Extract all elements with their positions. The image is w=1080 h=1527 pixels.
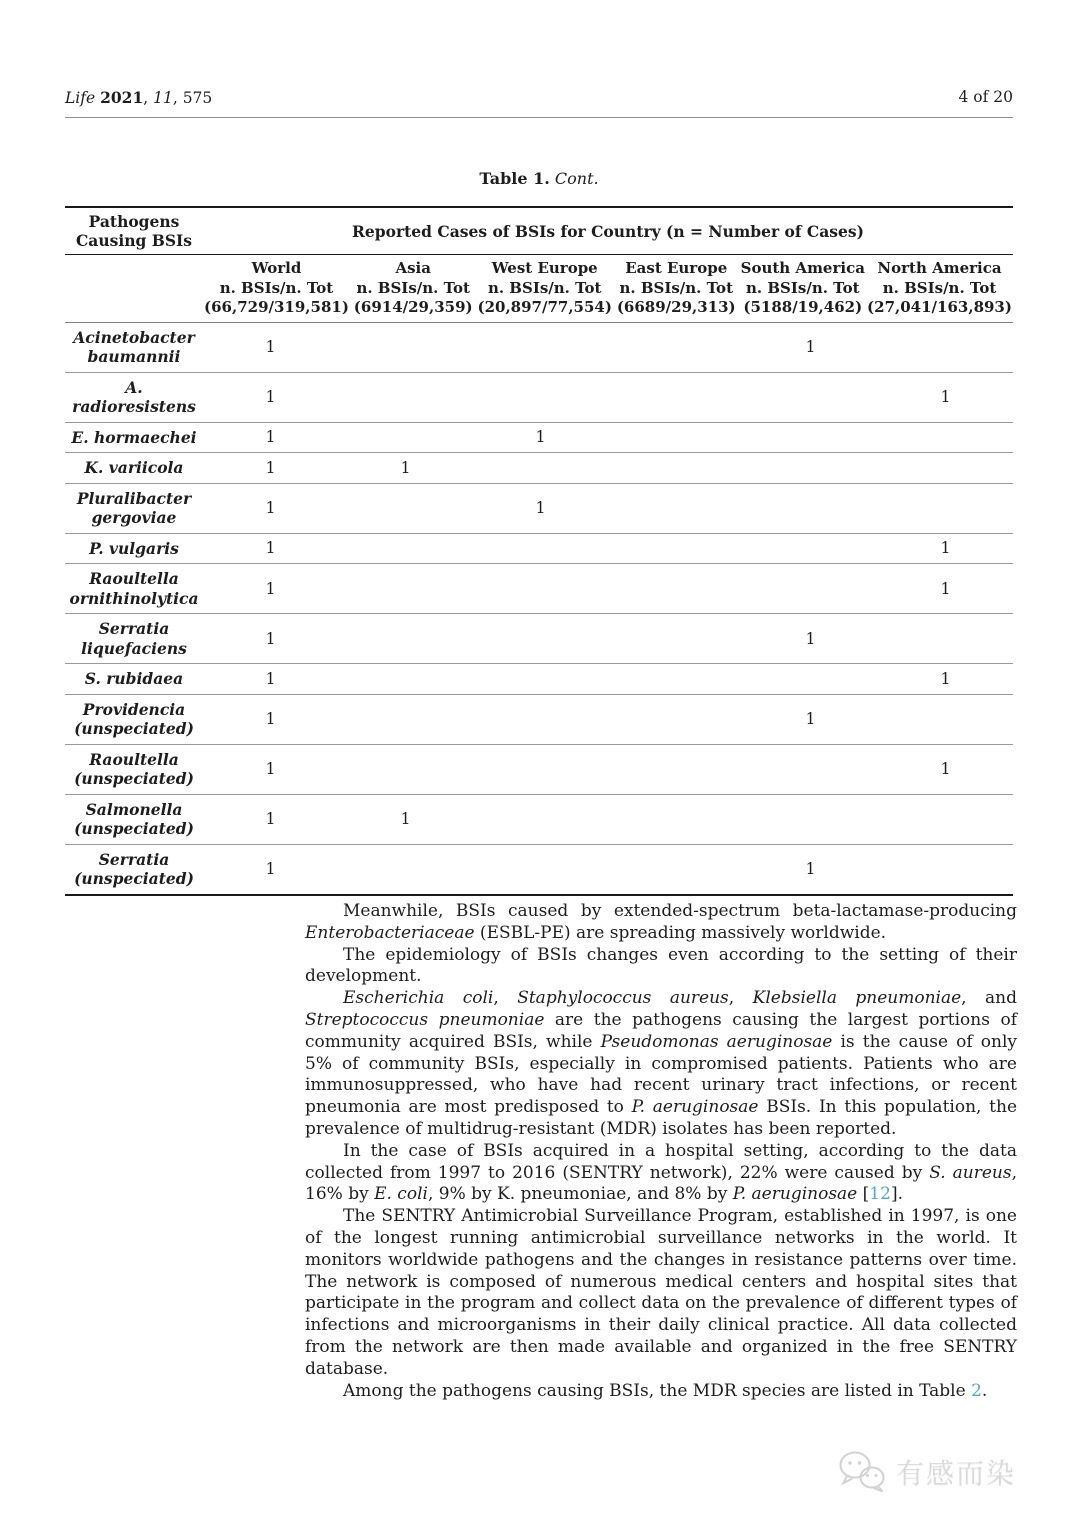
value-cell: [608, 634, 743, 644]
value-cell: [743, 392, 878, 402]
value-cell: [743, 543, 878, 553]
text-run: Escherichia coli: [343, 988, 494, 1009]
value-cell: [473, 342, 608, 352]
text-run: [: [857, 1184, 870, 1205]
value-cell: [473, 634, 608, 644]
pathogen-name: E. hormaechei: [71, 427, 197, 447]
journal-citation: [65, 88, 212, 107]
value-cell: [608, 764, 743, 774]
value-cell: 1: [265, 388, 276, 406]
value-cell: 1: [940, 388, 951, 406]
value-cell: [608, 714, 743, 724]
value-cell: 1: [265, 338, 276, 356]
text-run: Cont.: [554, 169, 599, 188]
table-subheader-row: [65, 255, 1013, 323]
text-run: ,: [728, 988, 753, 1009]
text-run: Enterobacteriaceae: [305, 922, 475, 943]
header-rule: [65, 117, 1013, 118]
body-paragraph: [305, 1206, 1017, 1380]
value-cell: 1: [265, 539, 276, 558]
value-cell: [338, 392, 473, 402]
value-cell: [338, 764, 473, 774]
table-row: [65, 323, 1013, 373]
text-run: Klebsiella pneumoniae: [752, 988, 962, 1009]
text-run: , 9% by K. pneumoniae, and 8% by: [427, 1184, 733, 1205]
value-cell: [743, 814, 878, 824]
value-cell: [878, 342, 1013, 352]
text-run: , 16% by: [305, 1162, 1017, 1205]
text-run: The SENTRY Antimicrobial Surveillance Program, established in 1997, is one of the longest running antimicrobial surveillance networks in the world. It monitors worldwide pathogens and the changes in resistance patterns over time. The network is composed of numerous medical centers and hospital sites that participate in the program and collect data on the prevalence of different types of infections and microorganisms in their daily clinical practice. All data collected from the network are then made available and organized in the free SENTRY database.: [305, 1206, 1017, 1379]
table-row: [65, 453, 1013, 484]
value-cell: [608, 392, 743, 402]
value-cell: [743, 584, 878, 594]
text-run: .: [981, 1380, 988, 1401]
value-cell: [608, 864, 743, 874]
value-cell: [878, 634, 1013, 644]
value-cell: 1: [265, 710, 276, 728]
value-cell: [608, 543, 743, 553]
value-cell: [473, 584, 608, 594]
value-cell: [473, 714, 608, 724]
pathogen-name: Providencia (unspeciated): [74, 699, 194, 738]
value-cell: [338, 714, 473, 724]
value-cell: [743, 674, 878, 684]
value-cell: 1: [940, 669, 951, 688]
table-row: [65, 614, 1013, 664]
table-row: [65, 845, 1013, 894]
value-cell: 1: [265, 579, 276, 598]
pathogen-name: A. radioresistens: [72, 377, 196, 416]
value-cell: 1: [805, 710, 816, 728]
value-cell: 1: [940, 579, 951, 598]
text-run: BSIs. In this population, the prevalence of multidrug-resistant (MDR) isolates has been reported.: [305, 1097, 1018, 1139]
value-cell: [608, 432, 743, 442]
value-cell: [743, 764, 878, 774]
text-run: Life: [65, 89, 96, 107]
table-caption: [65, 169, 1013, 188]
value-cell: [743, 432, 878, 442]
text-run: 2021: [100, 88, 144, 107]
column-header: East Europe n. BSIs/n. Tot (6689/29,313): [616, 259, 736, 316]
value-cell: [743, 463, 878, 473]
citation-link[interactable]: 12: [869, 1184, 891, 1205]
wechat-logo-icon: [837, 1449, 889, 1495]
table-row: [65, 373, 1013, 423]
text-run: The epidemiology of BSIs changes even according to the setting of their development.: [305, 944, 1017, 987]
pathogen-name: Raoultella ornithinolytica: [69, 569, 199, 608]
value-cell: [338, 634, 473, 644]
value-cell: 1: [265, 499, 276, 517]
value-cell: 1: [265, 458, 276, 477]
table-row: [65, 695, 1013, 745]
text-run: ].: [890, 1184, 903, 1205]
value-cell: [878, 864, 1013, 874]
table-row: [65, 745, 1013, 795]
span-header: Reported Cases of BSIs for Country (n = Number of Cases): [352, 221, 864, 241]
value-cell: 1: [265, 760, 276, 778]
value-cell: [338, 503, 473, 513]
text-run: S. aureus: [929, 1162, 1012, 1183]
value-cell: 1: [805, 629, 816, 648]
value-cell: 1: [805, 338, 816, 356]
value-cell: [608, 674, 743, 684]
column-header: West Europe n. BSIs/n. Tot (20,897/77,554): [477, 259, 612, 316]
text-run: ,: [493, 988, 518, 1009]
column-header: Asia n. BSIs/n. Tot (6914/29,359): [353, 259, 473, 316]
text-run: (ESBL-PE) are spreading massively worldwide.: [474, 922, 887, 943]
value-cell: [473, 392, 608, 402]
pathogen-name: Raoultella (unspeciated): [74, 749, 194, 788]
pathogen-name: Serratia (unspeciated): [74, 849, 194, 888]
body-paragraph: [305, 1381, 1017, 1403]
text-run: P. aeruginosae: [631, 1097, 759, 1118]
value-cell: 1: [940, 539, 951, 558]
value-cell: [608, 503, 743, 513]
value-cell: [338, 584, 473, 594]
body-paragraph: [305, 1141, 1017, 1206]
text-run: Among the pathogens causing BSIs, the MDR species are listed in Table: [343, 1380, 972, 1401]
value-cell: [473, 543, 608, 553]
col1-header: Pathogens Causing BSIs: [75, 212, 193, 250]
value-cell: [878, 503, 1013, 513]
value-cell: [878, 714, 1013, 724]
body-paragraph: [305, 988, 1017, 1141]
value-cell: [473, 674, 608, 684]
column-header: World n. BSIs/n. Tot (66,729/319,581): [204, 259, 349, 316]
pathogen-name: Serratia liquefaciens: [81, 619, 187, 658]
value-cell: 1: [535, 499, 546, 517]
value-cell: 1: [265, 428, 276, 447]
text-run: Pseudomonas aeruginosae: [600, 1031, 833, 1052]
value-cell: [473, 764, 608, 774]
table-row: [65, 564, 1013, 614]
table-header-row: [65, 208, 1013, 255]
body-text: [305, 901, 1017, 1402]
value-cell: [338, 674, 473, 684]
text-run: Table 1.: [479, 169, 550, 188]
pathogen-name: Pluralibacter gergoviae: [76, 488, 192, 527]
pathogen-name: Acinetobacter baumannii: [73, 327, 195, 366]
value-cell: [338, 543, 473, 553]
pathogen-name: K. variicola: [84, 458, 184, 477]
table-row: [65, 795, 1013, 845]
value-cell: [743, 503, 878, 513]
value-cell: 1: [805, 860, 816, 878]
text-run: In the case of BSIs acquired in a hospital setting, according to the data collected from 1997 to 2016 (SENTRY network), 22% were caused by: [305, 1140, 1017, 1183]
text-run: are the pathogens causing the largest portions of community acquired BSIs, while: [305, 1009, 1018, 1052]
value-cell: [608, 342, 743, 352]
running-header: [65, 88, 1013, 107]
text-run: ,: [143, 89, 154, 107]
text-run: Streptococcus pneumoniae: [305, 1009, 545, 1030]
value-cell: 1: [265, 860, 276, 878]
value-cell: 1: [535, 428, 546, 447]
value-cell: [338, 342, 473, 352]
value-cell: 1: [265, 669, 276, 688]
pathogen-name: P. vulgaris: [89, 538, 179, 558]
value-cell: [473, 814, 608, 824]
value-cell: 1: [265, 629, 276, 648]
page-indicator: 4 of 20: [958, 88, 1013, 106]
text-run: Meanwhile, BSIs caused by extended-spectrum beta-lactamase-producing: [343, 901, 1017, 921]
table-row: [65, 664, 1013, 695]
text-run: Staphylococcus aureus: [517, 988, 729, 1009]
value-cell: 1: [940, 760, 951, 778]
table-body: [65, 323, 1013, 894]
watermark-text: 有感而染: [895, 1457, 1016, 1490]
table-row: [65, 534, 1013, 565]
text-run: , and: [961, 988, 1017, 1009]
value-cell: [608, 814, 743, 824]
table-row: [65, 423, 1013, 454]
pathogens-table: [65, 206, 1013, 896]
body-paragraph: [305, 945, 1017, 989]
table-row: [65, 484, 1013, 534]
value-cell: [338, 432, 473, 442]
value-cell: [878, 432, 1013, 442]
value-cell: [878, 814, 1013, 824]
text-run: 11: [153, 89, 173, 107]
value-cell: [473, 864, 608, 874]
value-cell: [338, 864, 473, 874]
pathogen-name: Salmonella (unspeciated): [74, 799, 194, 838]
text-run: is the cause of only 5% of community BSIs, especially in compromised patients. Patients who are immunosuppressed, who have had recent urinary tract infections, or recent pneumonia are most predisposed to: [305, 1031, 1018, 1118]
value-cell: 1: [400, 810, 411, 828]
column-header: South America n. BSIs/n. Tot (5188/19,462): [740, 259, 865, 316]
value-cell: 1: [400, 458, 411, 477]
value-cell: [878, 463, 1013, 473]
text-run: , 575: [172, 89, 213, 107]
value-cell: 1: [265, 810, 276, 828]
value-cell: [473, 463, 608, 473]
column-header: North America n. BSIs/n. Tot (27,041/163,893): [867, 259, 1012, 316]
watermark: [837, 1449, 1016, 1495]
body-paragraph: [305, 901, 1017, 945]
value-cell: [608, 584, 743, 594]
value-cell: [608, 463, 743, 473]
text-run: P. aeruginosae: [732, 1184, 858, 1205]
pathogen-name: S. rubidaea: [84, 669, 184, 688]
text-run: E. coli: [374, 1184, 428, 1205]
citation-link[interactable]: 2: [971, 1380, 982, 1401]
